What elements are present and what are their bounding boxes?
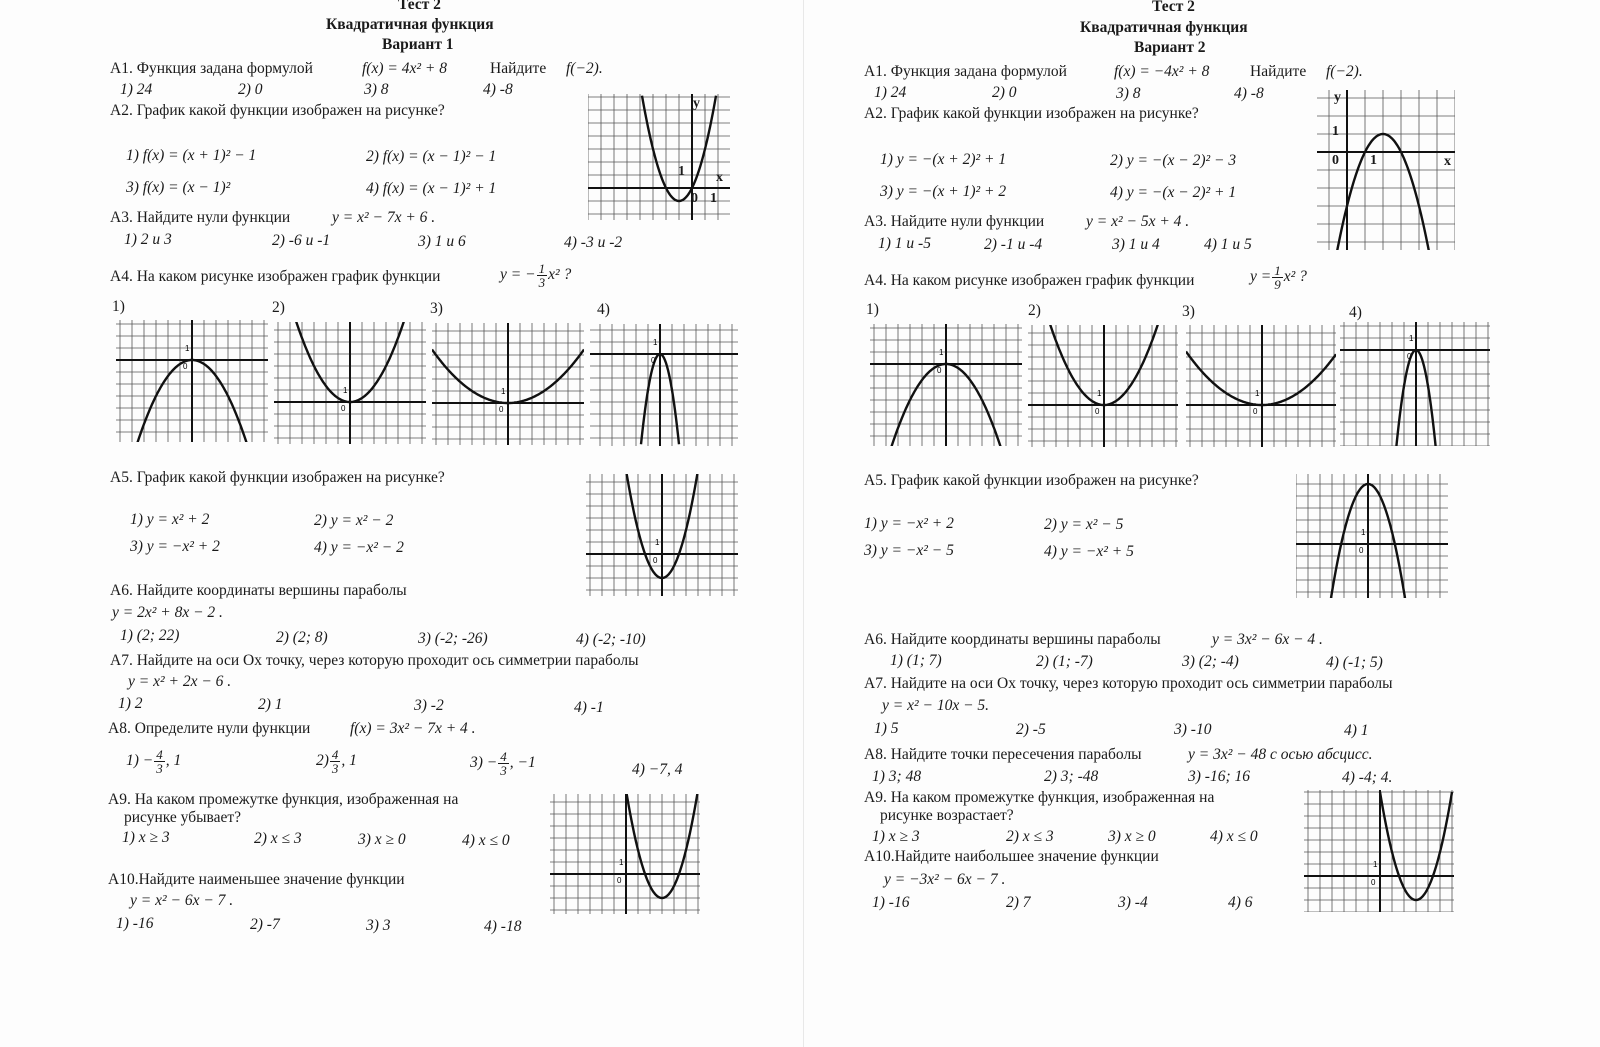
a8-option: 3) -16; 16 <box>1188 768 1250 785</box>
a2-graph-unit-y: 1 <box>678 164 685 179</box>
a2-option: 3) f(x) = (x − 1)² <box>126 179 231 196</box>
a2-graph <box>588 94 730 220</box>
a2-graph-origin: 0 <box>1332 153 1339 168</box>
a4-graph-3 <box>1186 325 1336 447</box>
a8-option: 2) $\frac{4}{3}$ , 1 <box>316 747 357 776</box>
a6-formula: y = 2x² + 8x − 2 . <box>112 604 223 621</box>
svg-text:1: 1 <box>1361 528 1366 537</box>
a9-option: 2) x ≤ 3 <box>254 830 302 847</box>
svg-text:1: 1 <box>1097 389 1102 398</box>
a7-option: 1) 5 <box>874 720 899 737</box>
a9-option: 4) x ≤ 0 <box>462 832 510 849</box>
a4-choice-label: 4) <box>597 301 610 318</box>
a1-option: 1) 24 <box>120 81 153 98</box>
a9-question-cont: рисунке возрастает? <box>880 807 1014 824</box>
a8-formula: y = 3x² − 48 с осью абсцисс. <box>1188 746 1373 763</box>
a1-arg: f(−2). <box>1326 63 1363 80</box>
svg-text:1: 1 <box>653 338 658 347</box>
a10-option: 1) -16 <box>872 894 910 911</box>
a7-option: 2) -5 <box>1016 721 1046 738</box>
svg-text:0: 0 <box>617 876 622 885</box>
a6-option: 1) (1; 7) <box>890 652 942 669</box>
a5-option: 2) y = x² − 2 <box>314 512 394 529</box>
a3-option: 1) 1 и -5 <box>878 235 931 252</box>
a2-option: 4) f(x) = (x − 1)² + 1 <box>366 180 497 197</box>
a1-question: А1. Функция задана формулой <box>864 63 1067 80</box>
a7-question: А7. Найдите на оси Ox точку, через которую проходит ось симметрии параболы <box>864 675 1393 692</box>
svg-text:1: 1 <box>185 344 190 353</box>
test-title: Тест 2 <box>398 0 441 13</box>
a2-graph-y-label: y <box>1334 90 1341 105</box>
a5-option: 1) y = x² + 2 <box>130 511 210 528</box>
a5-option: 4) y = −x² + 5 <box>1044 543 1134 560</box>
a4-question: А4. На каком рисунке изображен график функции <box>110 268 441 285</box>
a1-formula: f(x) = 4x² + 8 <box>362 60 447 77</box>
a9-question-cont: рисунке убывает? <box>124 809 242 826</box>
a3-option: 1) 2 и 3 <box>124 231 172 248</box>
a1-option: 2) 0 <box>992 84 1017 101</box>
svg-text:1: 1 <box>1409 334 1414 343</box>
a3-formula: y = x² − 7x + 6 . <box>332 209 436 226</box>
a2-graph-unit-y: 1 <box>1332 124 1339 139</box>
a7-option: 4) 1 <box>1344 722 1369 739</box>
a1-find: Найдите <box>490 60 547 77</box>
a10-option: 2) 7 <box>1006 894 1031 911</box>
a6-option: 3) (2; -4) <box>1182 653 1239 670</box>
a10-option: 2) -7 <box>250 916 280 933</box>
svg-text:1: 1 <box>619 858 624 867</box>
svg-text:1: 1 <box>501 387 506 396</box>
svg-text:0: 0 <box>499 405 504 414</box>
svg-text:0: 0 <box>183 362 188 371</box>
a10-question: А10.Найдите наибольшее значение функции <box>864 848 1159 865</box>
a8-option: 4) -4; 4. <box>1342 769 1393 786</box>
variant-label: Вариант 2 <box>1134 39 1206 56</box>
svg-text:0: 0 <box>937 366 942 375</box>
variant-label: Вариант 1 <box>382 36 454 53</box>
a3-question: А3. Найдите нули функции <box>110 209 291 226</box>
a1-option: 2) 0 <box>238 81 263 98</box>
a7-option: 3) -2 <box>414 697 444 714</box>
a4-choice-label: 1) <box>866 301 879 318</box>
a3-option: 2) -1 и -4 <box>984 236 1043 253</box>
a4-choice-label: 4) <box>1349 304 1362 321</box>
a7-option: 3) -10 <box>1174 721 1212 738</box>
a8-formula: f(x) = 3x² − 7x + 4 . <box>350 720 476 737</box>
a9-option: 4) x ≤ 0 <box>1210 828 1258 845</box>
svg-text:1: 1 <box>655 538 660 547</box>
a6-formula: y = 3x² − 6x − 4 . <box>1212 631 1323 648</box>
a2-question: А2. График какой функции изображен на рисунке? <box>110 102 445 119</box>
a4-formula: y = − $\frac{1}{3}$ x² ? <box>500 261 572 290</box>
a3-option: 4) 1 и 5 <box>1204 236 1252 253</box>
a10-formula: y = −3x² − 6x − 7 . <box>884 871 1006 888</box>
svg-text:0: 0 <box>653 556 658 565</box>
a7-option: 2) 1 <box>258 696 283 713</box>
a4-choice-label: 3) <box>430 300 443 317</box>
a4-formula: y = $\frac{1}{9}$ x² ? <box>1250 263 1307 292</box>
a4-choice-label: 2) <box>1028 302 1041 319</box>
a2-graph-unit-x: 1 <box>1370 153 1377 168</box>
a2-graph-y-label: y <box>693 96 700 111</box>
svg-text:1: 1 <box>939 348 944 357</box>
a10-question: А10.Найдите наименьшее значение функции <box>108 871 405 888</box>
a3-option: 3) 1 и 6 <box>418 233 466 250</box>
a2-option: 3) y = −(x + 1)² + 2 <box>880 183 1007 200</box>
a6-question: А6. Найдите координаты вершины параболы <box>864 631 1161 648</box>
svg-text:0: 0 <box>1253 407 1258 416</box>
a6-option: 3) (-2; -26) <box>418 630 488 647</box>
a1-find: Найдите <box>1250 63 1307 80</box>
a2-option: 2) y = −(x − 2)² − 3 <box>1110 152 1237 169</box>
a2-option: 4) y = −(x − 2)² + 1 <box>1110 184 1237 201</box>
a7-option: 1) 2 <box>118 695 143 712</box>
a8-option: 4) −7, 4 <box>632 761 683 778</box>
svg-text:1: 1 <box>1373 860 1378 869</box>
a4-graph-2 <box>1028 325 1178 447</box>
a10-option: 3) -4 <box>1118 894 1148 911</box>
a10-option: 4) -18 <box>484 918 522 935</box>
a2-graph-origin: 0 <box>691 191 698 206</box>
a6-question: А6. Найдите координаты вершины параболы <box>110 582 407 599</box>
a6-option: 2) (1; -7) <box>1036 653 1093 670</box>
a8-option: 2) 3; -48 <box>1044 768 1099 785</box>
a7-formula: y = x² + 2x − 6 . <box>128 673 232 690</box>
a5-question: А5. График какой функции изображен на рисунке? <box>864 472 1199 489</box>
a6-option: 4) (-2; -10) <box>576 631 646 648</box>
a8-question: А8. Найдите точки пересечения параболы <box>864 746 1142 763</box>
svg-text:0: 0 <box>651 356 656 365</box>
a7-question: А7. Найдите на оси Ox точку, через которую проходит ось симметрии параболы <box>110 652 639 669</box>
a1-option: 4) -8 <box>483 81 513 98</box>
a2-option: 1) y = −(x + 2)² + 1 <box>880 151 1007 168</box>
svg-text:0: 0 <box>1095 407 1100 416</box>
a8-option: 1) − $\frac{4}{3}$ , 1 <box>126 747 182 776</box>
a5-option: 3) y = −x² + 2 <box>130 538 220 555</box>
a4-graph-4 <box>1340 322 1490 446</box>
svg-text:0: 0 <box>1407 352 1412 361</box>
a3-formula: y = x² − 5x + 4 . <box>1086 213 1190 230</box>
a4-graph-2 <box>274 322 426 444</box>
a4-choice-label: 1) <box>112 298 125 315</box>
a5-graph <box>586 474 738 596</box>
a1-option: 3) 8 <box>1116 85 1141 102</box>
a4-graph-3 <box>432 323 584 445</box>
a9-option: 1) x ≥ 3 <box>872 828 920 845</box>
a4-question: А4. На каком рисунке изображен график функции <box>864 272 1195 289</box>
a3-question: А3. Найдите нули функции <box>864 213 1045 230</box>
variant-2-page <box>808 0 1600 1047</box>
a3-option: 3) 1 и 4 <box>1112 236 1160 253</box>
a1-arg: f(−2). <box>566 60 603 77</box>
a9-question: А9. На каком промежутке функция, изображенная на <box>108 791 459 808</box>
a5-option: 4) y = −x² − 2 <box>314 539 404 556</box>
a10-option: 3) 3 <box>366 917 391 934</box>
a5-option: 2) y = x² − 5 <box>1044 516 1124 533</box>
a1-option: 4) -8 <box>1234 85 1264 102</box>
a6-option: 4) (-1; 5) <box>1326 654 1383 671</box>
a1-option: 1) 24 <box>874 84 907 101</box>
a2-graph-x-label: x <box>1444 154 1451 169</box>
a2-graph-x-label: x <box>716 170 723 185</box>
a10-formula: y = x² − 6x − 7 . <box>130 892 234 909</box>
page-divider <box>803 0 804 1047</box>
a8-option: 1) 3; 48 <box>872 768 922 785</box>
a5-graph <box>1296 474 1448 598</box>
a2-graph-unit-x: 1 <box>710 191 717 206</box>
a3-option: 2) -6 и -1 <box>272 232 331 249</box>
a2-option: 1) f(x) = (x + 1)² − 1 <box>126 147 257 164</box>
a5-option: 1) y = −x² + 2 <box>864 515 954 532</box>
a2-graph <box>1317 90 1455 250</box>
a4-graph-1 <box>870 324 1022 446</box>
test-title: Тест 2 <box>1152 0 1195 15</box>
a10-option: 1) -16 <box>116 915 154 932</box>
a8-option: 3) − $\frac{4}{3}$ , −1 <box>470 749 536 778</box>
svg-text:1: 1 <box>1255 389 1260 398</box>
a9-option: 2) x ≤ 3 <box>1006 828 1054 845</box>
a6-option: 1) (2; 22) <box>120 627 180 644</box>
svg-text:0: 0 <box>1359 546 1364 555</box>
a7-formula: y = x² − 10x − 5. <box>882 697 990 714</box>
a9-graph <box>550 794 700 914</box>
a7-option: 4) -1 <box>574 699 604 716</box>
a4-graph-4 <box>590 324 738 446</box>
svg-text:0: 0 <box>341 404 346 413</box>
svg-text:1: 1 <box>343 386 348 395</box>
a9-graph <box>1304 790 1454 912</box>
svg-text:0: 0 <box>1371 878 1376 887</box>
a2-question: А2. График какой функции изображен на рисунке? <box>864 105 1199 122</box>
a1-formula: f(x) = −4x² + 8 <box>1114 63 1210 80</box>
a1-option: 3) 8 <box>364 81 389 98</box>
a4-choice-label: 3) <box>1182 303 1195 320</box>
a4-graph-1 <box>116 320 268 442</box>
a9-option: 1) x ≥ 3 <box>122 829 170 846</box>
a5-question: А5. График какой функции изображен на рисунке? <box>110 469 445 486</box>
a9-question: А9. На каком промежутке функция, изображенная на <box>864 789 1215 806</box>
a9-option: 3) x ≥ 0 <box>358 831 406 848</box>
a6-option: 2) (2; 8) <box>276 629 328 646</box>
a3-option: 4) -3 и -2 <box>564 234 623 251</box>
a10-option: 4) 6 <box>1228 894 1253 911</box>
a8-question: А8. Определите нули функции <box>108 720 311 737</box>
a1-question: А1. Функция задана формулой <box>110 60 313 77</box>
a4-choice-label: 2) <box>272 299 285 316</box>
test-subtitle: Квадратичная функция <box>1080 19 1248 36</box>
a9-option: 3) x ≥ 0 <box>1108 828 1156 845</box>
test-subtitle: Квадратичная функция <box>326 16 494 33</box>
a5-option: 3) y = −x² − 5 <box>864 542 954 559</box>
a2-option: 2) f(x) = (x − 1)² − 1 <box>366 148 497 165</box>
